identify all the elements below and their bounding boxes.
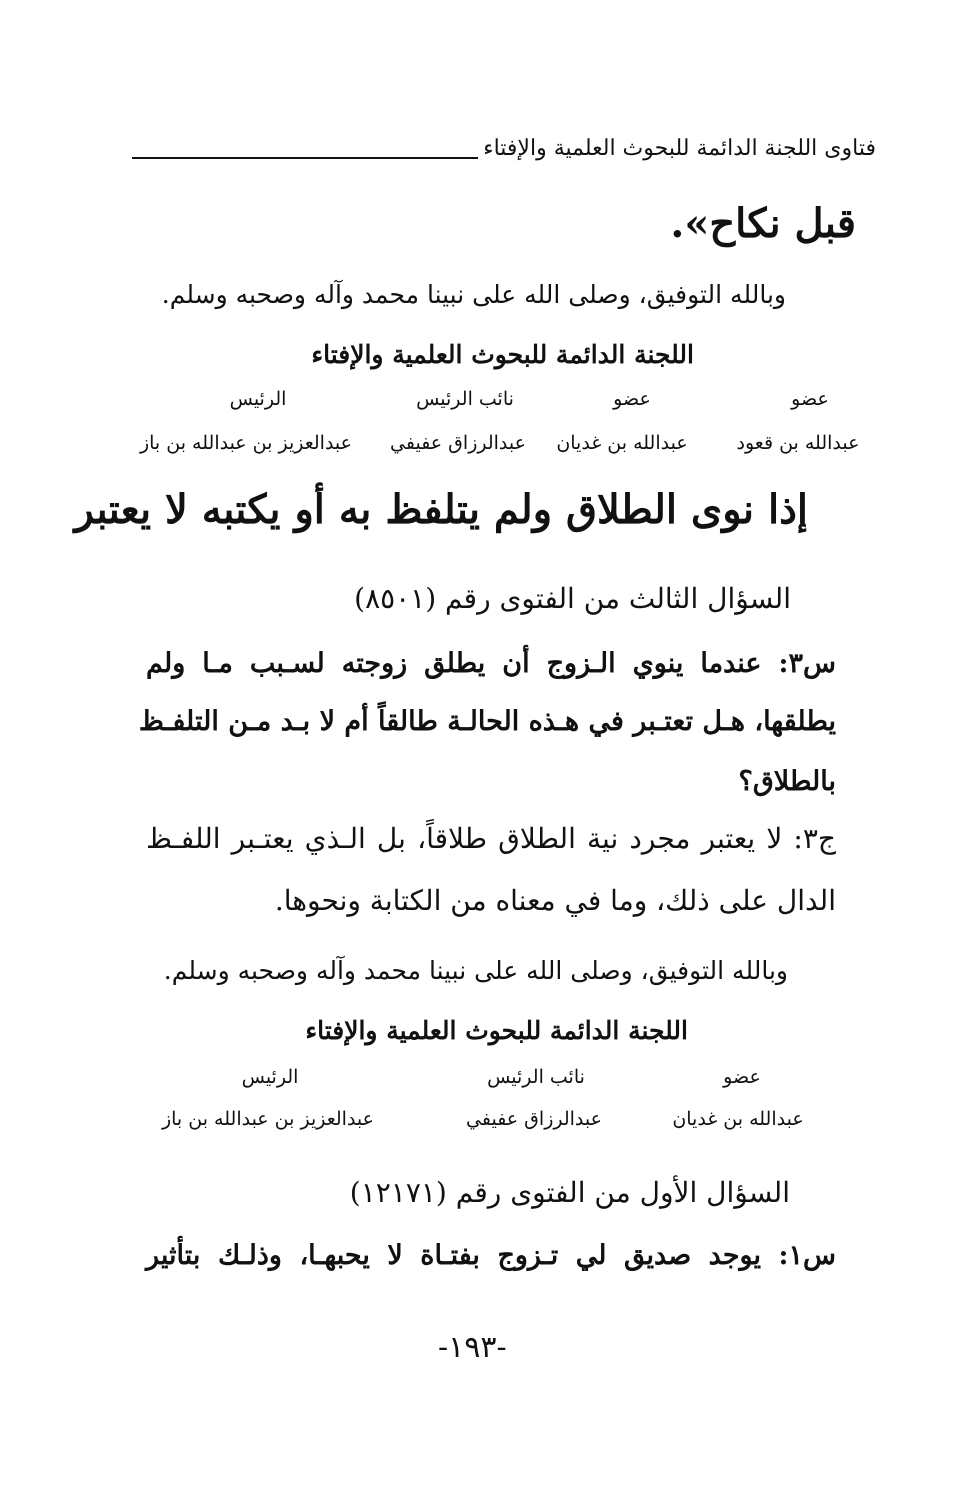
answer-line: الدال على ذلك، وما في معناه من الكتابة ونحوها. (274, 884, 836, 917)
closing-line: وبالله التوفيق، وصلى الله على نبينا محمد وآله وصحبه وسلم. (163, 956, 788, 985)
signatory-role: الرئيس (229, 388, 287, 410)
question-line: بالطلاق؟ (738, 766, 836, 797)
question-line: س١: يوجد صديق لي تـزوج بفتـاة لا يحبهـا، وذلـك بتأثير (146, 1240, 836, 1271)
signatory-name: عبدالله بن غديان (556, 432, 688, 454)
committee-name: اللجنة الدائمة للبحوث العلمية والإفتاء (305, 1016, 688, 1045)
signatory-name: عبدالله بن قعود (736, 432, 860, 454)
continuation-text: قبل نكاح». (670, 200, 856, 247)
signatory-name: عبدالعزيز بن عبدالله بن باز (161, 1108, 375, 1130)
signatory-role: نائب الرئيس (416, 388, 514, 410)
section-heading: إذا نوى الطلاق ولم يتلفظ به أو يكتبه لا يعتبر (74, 486, 808, 533)
answer-line: ج٣: لا يعتبر مجرد نية الطلاق طلاقاً، بل الـذي يعتـبر اللفـظ (146, 822, 836, 855)
signatory-role: نائب الرئيس (487, 1066, 585, 1088)
signatory-role: عضو (791, 388, 829, 410)
fatwa-reference: السؤال الثالث من الفتوى رقم (٨٥٠١) (354, 582, 791, 615)
question-line: يطلقها، هـل تعتـبر في هـذه الحالـة طالقاً أم لا بـد مـن التلفـظ (138, 706, 836, 737)
closing-line: وبالله التوفيق، وصلى الله على نبينا محمد وآله وصحبه وسلم. (161, 280, 786, 309)
signatory-role: عضو (613, 388, 651, 410)
signatory-name: عبدالعزيز بن عبدالله بن باز (139, 432, 353, 454)
question-line: س٣: عندما ينوي الـزوج أن يطلق زوجته لسـبب مـا ولم (146, 648, 836, 679)
fatwa-reference: السؤال الأول من الفتوى رقم (١٢١٧١) (349, 1176, 790, 1209)
signatory-name: عبدالرزاق عفيفي (390, 432, 526, 454)
signatory-role: الرئيس (241, 1066, 299, 1088)
signatory-name: عبدالله بن غديان (672, 1108, 804, 1130)
running-header: فتاوى اللجنة الدائمة للبحوث العلمية والإفتاء (483, 136, 876, 161)
header-rule (132, 157, 478, 159)
committee-name: اللجنة الدائمة للبحوث العلمية والإفتاء (311, 340, 694, 369)
signatory-name: عبدالرزاق عفيفي (466, 1108, 602, 1130)
signatory-role: عضو (723, 1066, 761, 1088)
page-number: -١٩٣- (438, 1330, 507, 1365)
